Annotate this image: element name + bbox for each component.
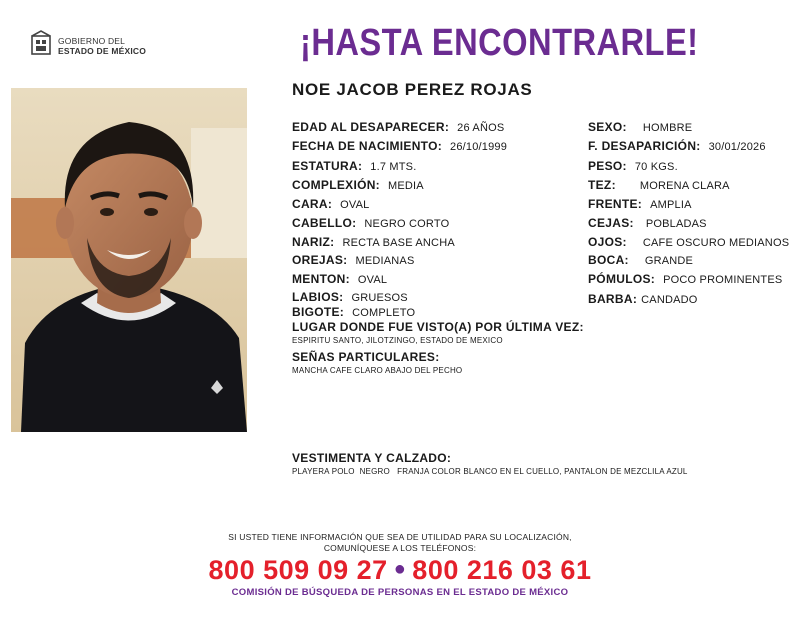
age-value: 26 AÑOS	[457, 122, 505, 134]
chin-value: OVAL	[357, 274, 388, 286]
detail-row-sex	[588, 118, 692, 136]
disappearance-date-value: 30/01/2026	[708, 141, 766, 153]
contact-instructions-line-1: SI USTED TIENE INFORMACIÓN QUE SEA DE UTILIDAD PARA SU LOCALIZACIÓN,	[228, 532, 572, 542]
detail-row-age	[292, 118, 504, 136]
weight-label: PESO:	[588, 159, 627, 173]
poster-headline: ¡HASTA ENCONTRARLE!	[300, 22, 699, 64]
eyes-label: OJOS:	[588, 235, 627, 249]
last-seen-label: LUGAR DONDE FUE VISTO(A) POR ÚLTIMA VEZ:	[292, 320, 584, 334]
age-label: EDAD AL DESAPARECER:	[292, 120, 450, 134]
person-name: NOE JACOB PEREZ ROJAS	[292, 80, 533, 99]
birthdate-label: FECHA DE NACIMIENTO:	[292, 139, 442, 153]
complexion-label: TEZ:	[588, 178, 616, 192]
phone-number-2: 800 216 03 61	[412, 555, 592, 585]
detail-row-cheekbones	[588, 270, 782, 288]
sex-label: SEXO:	[588, 120, 627, 134]
clothing-value: PLAYERA POLO NEGRO FRANJA COLOR BLANCO EN EL CUELLO, PANTALON DE MEZCLILA AZUL	[292, 467, 688, 476]
height-label: ESTATURA:	[292, 159, 363, 173]
marks-value: MANCHA CAFE CLARO ABAJO DEL PECHO	[292, 366, 463, 375]
birthdate-value: 26/10/1999	[450, 141, 508, 153]
mouth-value: GRANDE	[644, 255, 694, 267]
detail-row-forehead	[588, 195, 692, 213]
weight-value: 70 KGS.	[634, 161, 678, 173]
complexion-value: MORENA CLARA	[639, 180, 730, 192]
disappearance-date-label: F. DESAPARICIÓN:	[588, 139, 701, 153]
commission-name: COMISIÓN DE BÚSQUEDA DE PERSONAS EN EL ESTADO DE MÉXICO	[231, 587, 569, 598]
detail-row-nose	[292, 233, 455, 251]
detail-row-hair	[292, 214, 449, 232]
detail-row-ears	[292, 251, 415, 269]
lips-label: LABIOS:	[292, 290, 344, 304]
height-value: 1.7 MTS.	[370, 161, 417, 173]
sex-value: HOMBRE	[642, 122, 693, 134]
ears-value: MEDIANAS	[355, 255, 415, 267]
last-seen-value: ESPIRITU SANTO, JILOTZINGO, ESTADO DE MEXICO	[292, 336, 503, 345]
hair-value: NEGRO CORTO	[364, 218, 450, 230]
mouth-label: BOCA:	[588, 253, 629, 267]
detail-row-chin	[292, 270, 387, 288]
detail-row-eyebrows	[588, 214, 707, 232]
logo-line-1: GOBIERNO DEL	[58, 36, 126, 46]
phone-numbers	[0, 555, 800, 586]
eyes-value: CAFE OSCURO MEDIANOS	[642, 237, 790, 249]
build-label: COMPLEXIÓN:	[292, 178, 380, 192]
build-value: MEDIA	[387, 180, 424, 192]
detail-row-mustache	[292, 303, 415, 321]
chin-label: MENTON:	[292, 272, 350, 286]
detail-row-build	[292, 176, 424, 194]
separator-dot-icon: ●	[393, 558, 407, 580]
detail-row-beard	[588, 290, 698, 308]
detail-row-birthdate	[292, 137, 507, 155]
detail-row-face	[292, 195, 370, 213]
face-value: OVAL	[340, 199, 370, 211]
detail-row-height	[292, 157, 416, 175]
nose-label: NARIZ:	[292, 235, 335, 249]
face-label: CARA:	[292, 197, 333, 211]
marks-label: SEÑAS PARTICULARES:	[292, 350, 440, 364]
detail-row-eyes	[588, 233, 789, 251]
clothing-label: VESTIMENTA Y CALZADO:	[292, 451, 452, 465]
forehead-label: FRENTE:	[588, 197, 643, 211]
contact-instructions-line-2: COMUNÍQUESE A LOS TELÉFONOS:	[323, 543, 477, 553]
mustache-value: COMPLETO	[352, 307, 416, 319]
cheekbones-label: PÓMULOS:	[588, 272, 656, 286]
forehead-value: AMPLIA	[650, 199, 692, 211]
missing-person-photo	[11, 88, 247, 432]
detail-row-mouth	[588, 251, 693, 269]
phone-number-1: 800 509 09 27	[208, 555, 388, 585]
detail-row-complexion	[588, 176, 730, 194]
contact-instructions	[0, 532, 800, 554]
coat-of-arms-icon	[30, 30, 52, 56]
beard-value: CANDADO	[641, 294, 698, 306]
detail-row-disappearance-date	[588, 137, 766, 155]
eyebrows-value: POBLADAS	[645, 218, 707, 230]
mustache-label: BIGOTE:	[292, 305, 345, 319]
logo-text	[58, 36, 146, 56]
state-government-logo	[30, 30, 170, 60]
cheekbones-value: POCO PROMINENTES	[663, 274, 783, 286]
hair-label: CABELLO:	[292, 216, 357, 230]
nose-value: RECTA BASE ANCHA	[342, 237, 455, 249]
detail-row-weight	[588, 157, 678, 175]
eyebrows-label: CEJAS:	[588, 216, 634, 230]
ears-label: OREJAS:	[292, 253, 348, 267]
logo-line-2: ESTADO DE MÉXICO	[58, 46, 147, 56]
beard-label: BARBA:	[588, 292, 638, 306]
lips-value: GRUESOS	[351, 292, 408, 304]
